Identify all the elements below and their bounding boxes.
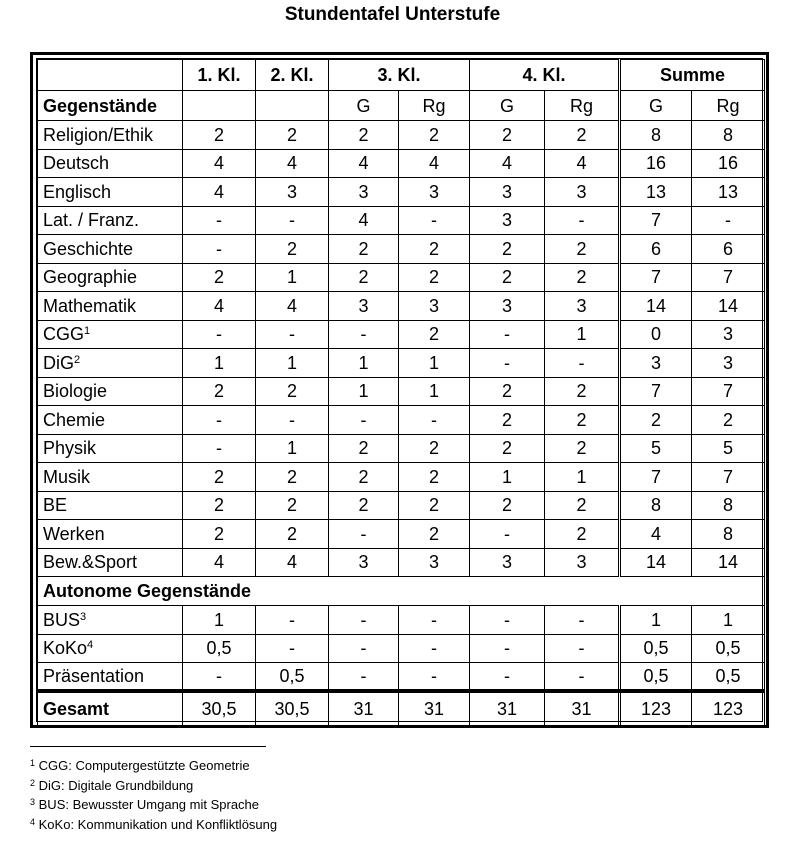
table-cell: 4 bbox=[183, 149, 256, 178]
table-cell: - bbox=[329, 520, 399, 549]
table-cell: 3 bbox=[470, 292, 545, 321]
table-cell: - bbox=[183, 663, 256, 692]
table-cell: 4 bbox=[256, 548, 329, 577]
row-label: BE bbox=[38, 491, 183, 520]
table-cell: - bbox=[256, 606, 329, 635]
table-cell: 14 bbox=[692, 292, 765, 321]
header-class-4: 4. Kl. bbox=[470, 60, 620, 91]
table-cell: - bbox=[256, 320, 329, 349]
subheader-g-4: G bbox=[470, 91, 545, 121]
table-cell: 1 bbox=[545, 463, 620, 492]
subheader-rg-sum: Rg bbox=[692, 91, 765, 121]
table-cell: 7 bbox=[692, 263, 765, 292]
table-cell: 3 bbox=[256, 178, 329, 207]
table-row bbox=[38, 320, 765, 349]
table-cell: - bbox=[329, 406, 399, 435]
header-class-1: 1. Kl. bbox=[183, 60, 256, 91]
table-cell: 3 bbox=[399, 292, 470, 321]
table-cell: - bbox=[470, 663, 545, 692]
table-cell: 30,5 bbox=[256, 691, 329, 725]
table-cell: 14 bbox=[692, 548, 765, 577]
table-cell: - bbox=[470, 349, 545, 378]
table-cell: 6 bbox=[620, 235, 692, 264]
row-label: BUS$^3$ bbox=[38, 606, 183, 635]
subheader-rg-3: Rg bbox=[399, 91, 470, 121]
table-cell: 2 bbox=[256, 491, 329, 520]
table-cell: 2 bbox=[399, 121, 470, 150]
table-cell: 2 bbox=[183, 377, 256, 406]
table-cell: 2 bbox=[470, 121, 545, 150]
table-cell: 0,5 bbox=[692, 634, 765, 663]
table-cell: 3 bbox=[470, 206, 545, 235]
table-cell: 31 bbox=[545, 691, 620, 725]
table-cell: 31 bbox=[470, 691, 545, 725]
subheader-g-sum: G bbox=[620, 91, 692, 121]
table-cell: - bbox=[545, 634, 620, 663]
row-label: Mathematik bbox=[38, 292, 183, 321]
table-cell: 8 bbox=[620, 121, 692, 150]
footnote-number: 3 bbox=[30, 797, 36, 807]
table-cell: 16 bbox=[620, 149, 692, 178]
table-cell: 2 bbox=[183, 491, 256, 520]
table-cell: - bbox=[692, 206, 765, 235]
table-cell: 1 bbox=[692, 606, 765, 635]
table-cell: 2 bbox=[329, 121, 399, 150]
table-cell: 2 bbox=[329, 434, 399, 463]
table-cell: 3 bbox=[692, 349, 765, 378]
table-cell: - bbox=[183, 206, 256, 235]
table-cell: 2 bbox=[256, 235, 329, 264]
table-cell: 4 bbox=[399, 149, 470, 178]
row-label: Physik bbox=[38, 434, 183, 463]
header-class-2: 2. Kl. bbox=[256, 60, 329, 91]
table-cell: 4 bbox=[183, 178, 256, 207]
table-cell: 1 bbox=[545, 320, 620, 349]
table-cell: 6 bbox=[692, 235, 765, 264]
table-cell: 1 bbox=[399, 377, 470, 406]
table-cell: 4 bbox=[329, 206, 399, 235]
footnote-text: BUS: Bewusster Umgang mit Sprache bbox=[38, 797, 260, 812]
row-label: Deutsch bbox=[38, 149, 183, 178]
table-row bbox=[38, 349, 765, 378]
row-label: Geographie bbox=[38, 263, 183, 292]
table-cell: - bbox=[329, 663, 399, 692]
row-label: Lat. / Franz. bbox=[38, 206, 183, 235]
table-cell: 2 bbox=[399, 263, 470, 292]
table-cell: 3 bbox=[620, 349, 692, 378]
table-cell: - bbox=[329, 320, 399, 349]
section-title: Autonome Gegenstände bbox=[38, 577, 765, 606]
row-label: Geschichte bbox=[38, 235, 183, 264]
table-cell: 4 bbox=[329, 149, 399, 178]
subheader-rg-4: Rg bbox=[545, 91, 620, 121]
table-cell: 2 bbox=[545, 235, 620, 264]
table-row bbox=[38, 178, 765, 207]
table-cell: - bbox=[399, 663, 470, 692]
table-cell: 3 bbox=[545, 548, 620, 577]
table-cell: - bbox=[399, 634, 470, 663]
table-cell: 2 bbox=[183, 121, 256, 150]
table-cell: 2 bbox=[183, 520, 256, 549]
footnote-text: KoKo: Kommunikation und Konfliktlösung bbox=[38, 816, 278, 832]
table-cell: 4 bbox=[256, 149, 329, 178]
table-cell: 3 bbox=[329, 292, 399, 321]
table-row bbox=[38, 691, 765, 725]
table-cell: 2 bbox=[470, 235, 545, 264]
table-cell: 2 bbox=[256, 463, 329, 492]
table-cell: - bbox=[329, 606, 399, 635]
timetable bbox=[37, 59, 765, 726]
table-cell: 2 bbox=[545, 520, 620, 549]
table-cell: - bbox=[329, 634, 399, 663]
table-cell: 3 bbox=[329, 178, 399, 207]
table-cell: 1 bbox=[256, 263, 329, 292]
table-cell: 31 bbox=[329, 691, 399, 725]
table-cell: 4 bbox=[620, 520, 692, 549]
table-cell: 2 bbox=[399, 491, 470, 520]
table-cell: 2 bbox=[256, 520, 329, 549]
row-label: Bew.&Sport bbox=[38, 548, 183, 577]
table-cell: 2 bbox=[545, 377, 620, 406]
table-cell: 2 bbox=[545, 121, 620, 150]
table-cell: 3 bbox=[545, 178, 620, 207]
table-row bbox=[38, 548, 765, 577]
subheader-g-3: G bbox=[329, 91, 399, 121]
table-cell: 0,5 bbox=[620, 634, 692, 663]
header-class-3: 3. Kl. bbox=[329, 60, 470, 91]
table-cell: 4 bbox=[183, 292, 256, 321]
table-cell: - bbox=[399, 606, 470, 635]
footnote bbox=[30, 776, 277, 796]
row-label: Werken bbox=[38, 520, 183, 549]
table-row bbox=[38, 377, 765, 406]
table-row bbox=[38, 263, 765, 292]
table-cell: 2 bbox=[399, 463, 470, 492]
table-cell: 7 bbox=[620, 377, 692, 406]
row-label: Präsentation bbox=[38, 663, 183, 692]
table-cell: 2 bbox=[183, 263, 256, 292]
table-cell: 2 bbox=[399, 520, 470, 549]
table-row bbox=[38, 606, 765, 635]
table-cell: 2 bbox=[470, 263, 545, 292]
footnote bbox=[30, 756, 277, 776]
table-cell: - bbox=[470, 634, 545, 663]
row-label: Musik bbox=[38, 463, 183, 492]
table-cell: 2 bbox=[545, 406, 620, 435]
table-cell: 3 bbox=[470, 178, 545, 207]
table-cell: 4 bbox=[256, 292, 329, 321]
table-cell: - bbox=[545, 349, 620, 378]
row-label: Religion/Ethik bbox=[38, 121, 183, 150]
table-row bbox=[38, 406, 765, 435]
table-cell: 2 bbox=[545, 263, 620, 292]
table-cell: 2 bbox=[399, 320, 470, 349]
row-label: Englisch bbox=[38, 178, 183, 207]
subheader-empty-2 bbox=[256, 91, 329, 121]
table-row bbox=[38, 434, 765, 463]
table-cell: 14 bbox=[620, 548, 692, 577]
table-cell: - bbox=[399, 406, 470, 435]
row-label: DiG$^2$ bbox=[38, 349, 183, 378]
table-cell: 2 bbox=[329, 491, 399, 520]
table-cell: 3 bbox=[692, 320, 765, 349]
table-cell: - bbox=[545, 606, 620, 635]
timetable-frame bbox=[30, 52, 769, 728]
table-cell: 123 bbox=[620, 691, 692, 725]
table-cell: - bbox=[183, 235, 256, 264]
table-cell: 8 bbox=[692, 520, 765, 549]
footnotes bbox=[30, 756, 277, 834]
table-cell: 1 bbox=[399, 349, 470, 378]
row-label: KoKo$^4$ bbox=[38, 634, 183, 663]
table-cell: 1 bbox=[183, 606, 256, 635]
table-cell: 2 bbox=[329, 463, 399, 492]
table-cell: 2 bbox=[399, 434, 470, 463]
table-cell: 1 bbox=[620, 606, 692, 635]
table-cell: 5 bbox=[620, 434, 692, 463]
footnote-number: 1 bbox=[30, 758, 36, 768]
table-cell: 7 bbox=[692, 463, 765, 492]
table-cell: 5 bbox=[692, 434, 765, 463]
table-cell: 2 bbox=[470, 491, 545, 520]
table-row bbox=[38, 520, 765, 549]
table-cell: 3 bbox=[399, 548, 470, 577]
table-cell: 2 bbox=[470, 377, 545, 406]
table-cell: 7 bbox=[692, 377, 765, 406]
table-cell: 0 bbox=[620, 320, 692, 349]
footnote-ref: 4 bbox=[87, 639, 94, 652]
table-row bbox=[38, 491, 765, 520]
table-cell: 3 bbox=[329, 548, 399, 577]
table-cell: 2 bbox=[399, 235, 470, 264]
table-cell: 8 bbox=[692, 121, 765, 150]
table-cell: 2 bbox=[256, 121, 329, 150]
table-cell: 1 bbox=[256, 434, 329, 463]
table-cell: 0,5 bbox=[256, 663, 329, 692]
table-row bbox=[38, 634, 765, 663]
footnote bbox=[30, 815, 277, 835]
table-row bbox=[38, 463, 765, 492]
table-cell: 0,5 bbox=[692, 663, 765, 692]
table-cell: 8 bbox=[620, 491, 692, 520]
table-cell: - bbox=[399, 206, 470, 235]
table-cell: 13 bbox=[620, 178, 692, 207]
table-cell: - bbox=[256, 406, 329, 435]
footnote-ref: 3 bbox=[80, 610, 87, 623]
table-cell: 2 bbox=[329, 263, 399, 292]
footnote-ref: 1 bbox=[84, 325, 91, 338]
table-cell: - bbox=[183, 406, 256, 435]
footnote-number: 4 bbox=[30, 816, 36, 827]
table-cell: - bbox=[256, 634, 329, 663]
table-cell: 2 bbox=[545, 434, 620, 463]
table-row bbox=[38, 121, 765, 150]
table-cell: 4 bbox=[545, 149, 620, 178]
table-cell: 4 bbox=[183, 548, 256, 577]
table-cell: 3 bbox=[545, 292, 620, 321]
table-cell: 8 bbox=[692, 491, 765, 520]
table-cell: - bbox=[183, 320, 256, 349]
row-label: CGG$^1$ bbox=[38, 320, 183, 349]
header-empty-cell bbox=[38, 60, 183, 91]
table-cell: 3 bbox=[399, 178, 470, 207]
table-cell: 2 bbox=[470, 434, 545, 463]
table-cell: - bbox=[183, 434, 256, 463]
table-row bbox=[38, 149, 765, 178]
table-cell: 2 bbox=[620, 406, 692, 435]
subheader-label: Gegenstände bbox=[38, 91, 183, 121]
subheader-row bbox=[38, 91, 765, 121]
table-cell: 1 bbox=[329, 349, 399, 378]
footnote-text: DiG: Digitale Grundbildung bbox=[38, 777, 194, 793]
table-cell: 2 bbox=[256, 377, 329, 406]
table-cell: 2 bbox=[545, 491, 620, 520]
footnote-text: CGG: Computergestützte Geometrie bbox=[38, 758, 250, 773]
table-cell: - bbox=[470, 520, 545, 549]
table-cell: 7 bbox=[620, 463, 692, 492]
table-cell: 16 bbox=[692, 149, 765, 178]
table-cell: - bbox=[256, 206, 329, 235]
subheader-empty-1 bbox=[183, 91, 256, 121]
row-label: Chemie bbox=[38, 406, 183, 435]
table-cell: 0,5 bbox=[183, 634, 256, 663]
table-cell: 4 bbox=[470, 149, 545, 178]
table-cell: - bbox=[545, 663, 620, 692]
table-cell: 123 bbox=[692, 691, 765, 725]
table-cell: 2 bbox=[692, 406, 765, 435]
header-sum: Summe bbox=[620, 60, 765, 91]
table-cell: 2 bbox=[329, 235, 399, 264]
table-cell: 7 bbox=[620, 206, 692, 235]
table-row bbox=[38, 663, 765, 692]
table-cell: 7 bbox=[620, 263, 692, 292]
footnote bbox=[30, 795, 277, 815]
table-cell: 2 bbox=[470, 406, 545, 435]
table-cell: - bbox=[470, 320, 545, 349]
table-cell: 14 bbox=[620, 292, 692, 321]
footnote-separator bbox=[30, 746, 266, 747]
row-label: Biologie bbox=[38, 377, 183, 406]
table-cell: - bbox=[545, 206, 620, 235]
table-row bbox=[38, 292, 765, 321]
table-cell: 13 bbox=[692, 178, 765, 207]
table-cell: 1 bbox=[256, 349, 329, 378]
table-cell: 1 bbox=[329, 377, 399, 406]
table-cell: 31 bbox=[399, 691, 470, 725]
page-title: Stundentafel Unterstufe bbox=[284, 4, 501, 25]
header-row bbox=[38, 60, 765, 91]
row-label: Gesamt bbox=[38, 691, 183, 725]
table-cell: 1 bbox=[470, 463, 545, 492]
table-cell: - bbox=[470, 606, 545, 635]
table-row bbox=[38, 206, 765, 235]
table-row bbox=[38, 235, 765, 264]
table-cell: 0,5 bbox=[620, 663, 692, 692]
table-cell: 30,5 bbox=[183, 691, 256, 725]
table-cell: 2 bbox=[183, 463, 256, 492]
footnote-number: 2 bbox=[30, 777, 36, 788]
table-cell: 3 bbox=[470, 548, 545, 577]
table-cell: 1 bbox=[183, 349, 256, 378]
section-row bbox=[38, 577, 765, 606]
footnote-ref: 2 bbox=[74, 353, 81, 366]
